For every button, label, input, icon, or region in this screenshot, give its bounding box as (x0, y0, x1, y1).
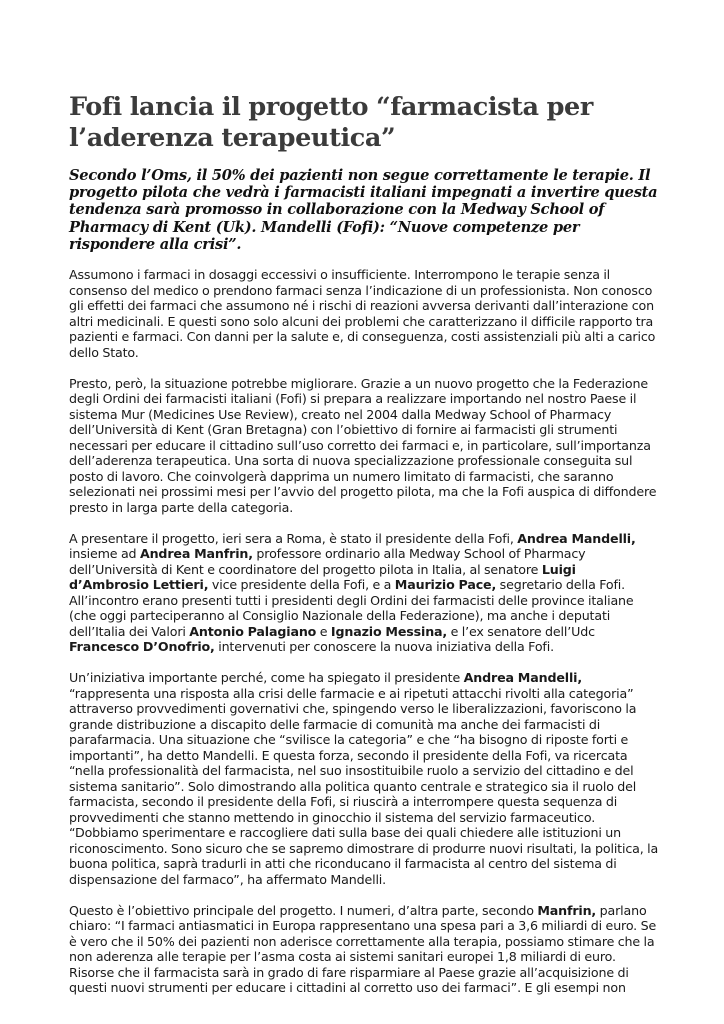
text-span: intervenuti per conoscere la nuova iniziativa della Fofi. (214, 639, 554, 655)
person-name-bold: Francesco D’Onofrio, (69, 639, 215, 655)
text-span: e l’ex senatore dell’Udc (447, 623, 595, 639)
article-title: Fofi lancia il progetto “farmacista per l’aderenza terapeutica” (69, 92, 593, 153)
text-span: segretario della Fofi. All’incontro erano presenti tutti i presidenti degli Ordini dei farmacisti delle province italiane (che oggi parteciperanno al Consiglio Nazionale della Federazione), ma anche i deputati dell’Italia dei Valori (69, 577, 634, 639)
person-name-bold: Antonio Palagiano (189, 623, 317, 639)
paragraph-2: Presto, però, la situazione potrebbe migliorare. Grazie a un nuovo progetto che la Federazione degli Ordini dei farmacisti italiani (Fofi) si prepara a realizzare importando nel nostro Paese il sistema Mur (Medicines Use Review), creato nel 2004 dalla Medway School of Pharmacy dell’Università di Kent (Gran Bretagna) con l’obiettivo di fornire ai farmacisti gli strumenti necessari per educare il cittadino sull’uso corretto dei farmaci e, in particolare, sull’importanza dell’aderenza terapeutica. Una sorta di nuova specializzazione professionale conseguita sul posto di lavoro. Che coinvolgerà dapprima un numero limitato di farmacisti, che saranno selezionati nei prossimi mesi per l’avvio del progetto pilota, ma che la Fofi auspica di diffondere presto in larga parte della categoria. (69, 375, 657, 515)
paragraph-4 (69, 670, 659, 887)
text-span: Questo è l’obiettivo principale del progetto. I numeri, d’altra parte, secondo (69, 902, 538, 918)
person-name-bold: Ignazio Messina, (330, 623, 448, 639)
text-span: A presentare il progetto, ieri sera a Roma, è stato il presidente della Fofi, (69, 530, 518, 546)
text-span: e (316, 623, 331, 639)
person-name-bold: Andrea Mandelli, (463, 670, 582, 686)
paragraph-1: Assumono i farmaci in dosaggi eccessivi o insufficiente. Interrompono le terapie senza il consenso del medico o prendono farmaci senza l’indicazione di un professionista. Non conosco gli effetti dei farmaci che assumono né i rischi di reazioni avversa derivanti dall’interazione con altri medicinali. E questi sono solo alcuni dei problemi che caratterizzano il difficile rapporto tra pazienti e farmaci. Con danni per la salute e, di conseguenza, costi assistenziali più alti a carico dello Stato. (69, 267, 656, 360)
text-span: insieme ad (69, 546, 140, 562)
text-span: professore ordinario alla Medway School of Pharmacy dell’Università di Kent e coordinatore del progetto pilota in Italia, al senatore (69, 546, 586, 577)
text-span: parlano chiaro: “I farmaci antiasmatici in Europa rappresentano una spesa pari a 3,6 miliardi di euro. Se è vero che il 50% dei pazienti non aderisce correttamente alla terapia, possiamo stimare che la non aderenza alle terapie per l’asma costa ai sistemi sanitari europei 1,8 miliardi di euro. Risorse che il farmacista sarà in grado di fare risparmiare al Paese grazie all’acquisizione di questi nuovi strumenti per educare i cittadini al corretto uso dei farmaci”. E gli esempi non (69, 902, 657, 996)
text-span: vice presidente della Fofi, e a (208, 577, 395, 593)
paragraph-3 (69, 531, 659, 655)
article-subtitle: Secondo l’Oms, il 50% dei pazienti non segue correttamente le terapie. Il progetto pilota che vedrà i farmacisti italiani impegnati a invertire questa tendenza sarà promosso in collaborazione con la Medway School of Pharmacy di Kent (Uk). Mandelli (Fofi): “Nuove competenze per rispondere alla crisi”. (69, 167, 658, 253)
person-name-bold: Manfrin, (537, 902, 597, 918)
text-span: “rappresenta una risposta alla crisi delle farmacie e ai ripetuti attacchi rivolti alla categoria” attraverso provvedimenti governativi che, spingendo verso le liberalizzazioni, favoriscono la grande distribuzione a discapito delle farmacie di comunità ma anche dei farmacisti di parafarmacia. Una situazione che “svilisce la categoria” e che “ha bisogno di riposte forti e importanti”, ha detto Mandelli. E questa forza, secondo il presidente della Fofi, va ricercata “nella professionalità del farmacista, nel suo insostituibile ruolo a servizio del cittadino e del sistema sanitario”. Solo dimostrando alla politica quanto centrale e strategico sia il ruolo del farmacista, secondo il presidente della Fofi, si riuscirà a interrompere questa sequenza di provvedimenti che stanno mettendo in ginocchio il sistema del servizio farmaceutico. “Dobbiamo sperimentare e raccogliere dati sulla base dei quali chiedere alle istituzioni un riconoscimento. Sono sicuro che se sapremo dimostrare di produrre nuovi risultati, la politica, la buona politica, saprà tradurli in atti che riconducano il farmacista al centro del sistema di dispensazione del farmaco”, ha affermato Mandelli. (69, 685, 659, 887)
text-span: Un’iniziativa importante perché, come ha spiegato il presidente (69, 670, 464, 686)
paragraph-5 (69, 903, 659, 996)
person-name-bold: Maurizio Pace, (394, 577, 497, 593)
person-name-bold: Luigi d’Ambrosio Lettieri, (69, 561, 576, 593)
person-name-bold: Andrea Manfrin, (139, 546, 253, 562)
person-name-bold: Andrea Mandelli, (517, 530, 636, 546)
article (69, 92, 659, 1011)
